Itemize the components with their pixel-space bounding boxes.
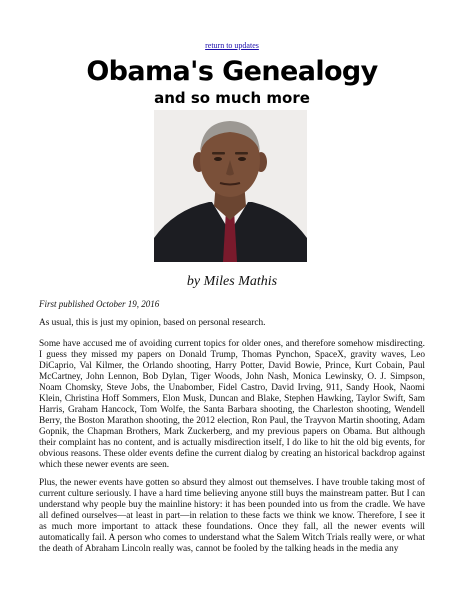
portrait-illustration xyxy=(154,110,307,262)
page-title: Obama's Genealogy xyxy=(86,56,378,87)
publication-date: First published October 19, 2016 xyxy=(39,299,160,309)
paragraph-2: Some have accused me of avoiding current topics for older ones, and therefore somehow misdirecting. I guess they missed my papers on Donald Trump, Thomas Pynchon, SpaceX, gravity waves, Leo DiCaprio, Val Kilmer, the Orlando shooting, Harry Potter, David Bowie, Prince, Kurt Cobain, Paul McCartney, John Lennon, Bob Dylan, Tiger Woods, John Nash, Monica Lewinsky, O. J. Simpson, Noam Chomsky, Steve Jobs, the Unabomber, Fidel Castro, David Irving, 911, Sandy Hook, Naomi Klein, Christina Hoff Sommers, Elon Musk, Duncan and Blake, Stephen Hawking, Taylor Swift, Sam Harris, Graham Hancock, Tom Wolfe, the Santa Barbara shooting, the Charleston shooting, Wendell Berry, the Boston Marathon shooting, the 2012 election, Ron Paul, the Trayvon Martin shooting, Adam Gopnik, the Chapman Brothers, Mark Zuckerberg, and my previous papers on Obama. But although their complaint has no content, and is actually misdirection itself, I do like to hit the old big events, for obvious reasons. These older events define the current dialog by creating an historical backdrop against which these newer events are seen. xyxy=(39,339,425,470)
return-to-updates-link[interactable]: return to updates xyxy=(205,41,259,50)
paragraph-1: As usual, this is just my opinion, based on personal research. xyxy=(39,318,266,328)
paragraph-3: Plus, the newer events have gotten so absurd they almost out themselves. I have trouble taking most of current culture seriously. I have a hard time believing anyone still buys the mainstream patter. But I can understand why people buy the mainline history: it has been pounded into us from the cradle. We have all defined ourselves—at least in part—in relation to these facts we think we know. Therefore, I see it as much more important to attack these foundations. Once they fall, all the newer events will automatically fail. A person who comes to understand what the Salem Witch Trials really were, or what the death of Abraham Lincoln really was, cannot be fooled by the talking heads in the media any xyxy=(39,478,425,554)
page-subtitle: and so much more xyxy=(154,89,310,107)
portrait-photo-icon xyxy=(154,110,307,262)
author-byline: by Miles Mathis xyxy=(186,274,278,289)
